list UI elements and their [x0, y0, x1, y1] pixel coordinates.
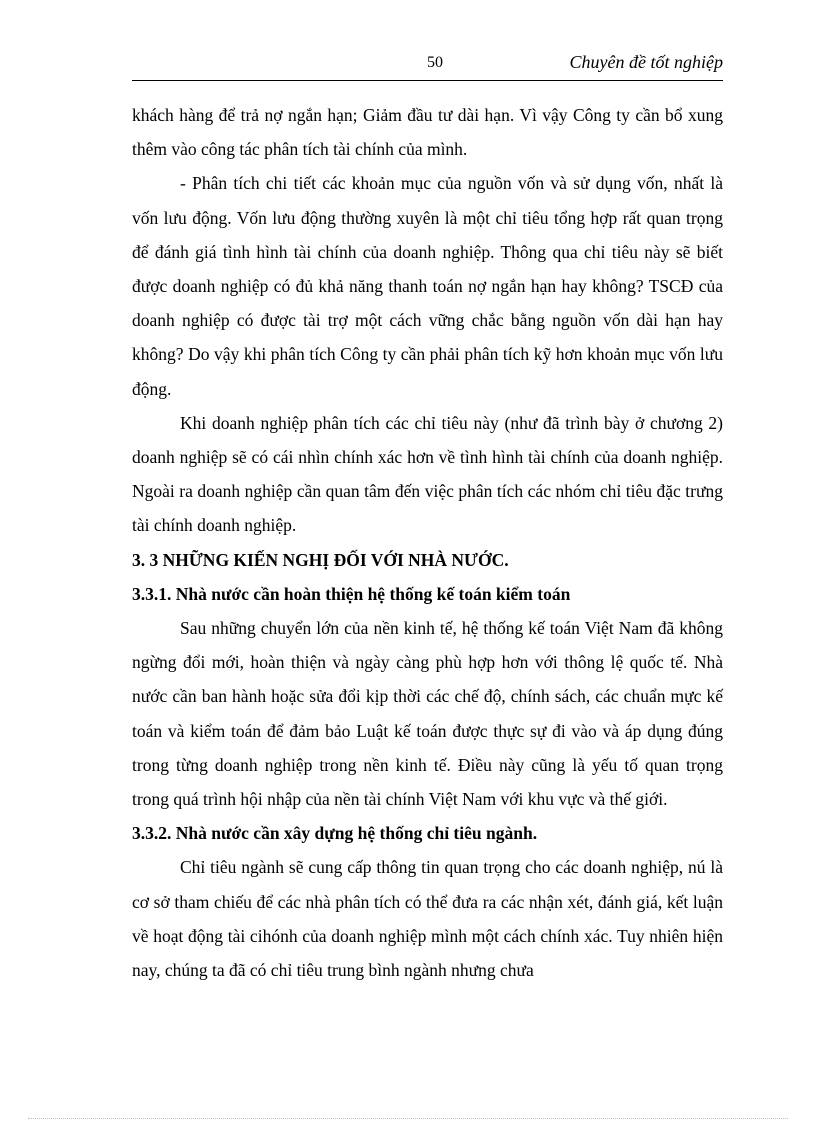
paragraph-working-capital: - Phân tích chi tiết các khoản mục của nguồn vốn và sử dụng vốn, nhất là vốn lưu động. Vốn lưu động thường xuyên là một chỉ tiêu tổng hợp rất quan trọng để đánh giá tình hình tài chính của doanh nghiệp. Thông qua chỉ tiêu này sẽ biết được doanh nghiệp có đủ khả năng thanh toán nợ ngắn hạn hay không? TSCĐ của doanh nghiệp có được tài trợ một cách vững chắc bằng nguồn vốn dài hạn hay không? Do vậy khi phân tích Công ty cần phải phân tích kỹ hơn khoản mục vốn lưu động.	[132, 173, 723, 399]
paragraph-analysis-indicators: Khi doanh nghiệp phân tích các chỉ tiêu này (như đã trình bày ở chương 2) doanh nghiệp sẽ có cái nhìn chính xác hơn về tình hình tài chính của doanh nghiệp. Ngoài ra doanh nghiệp cần quan tâm đến việc phân tích các nhóm chỉ tiêu đặc trưng tài chính doanh nghiệp.	[132, 412, 723, 536]
page-bottom-divider	[28, 1118, 788, 1119]
paragraph-accounting-system: Sau những chuyển lớn của nền kinh tế, hệ thống kế toán Việt Nam đã không ngừng đổi mới, hoàn thiện và ngày càng phù hợp hơn với thông lệ quốc tế. Nhà nước cần ban hành hoặc sửa đổi kịp thời các chế độ, chính sách, các chuẩn mực kế toán và kiểm toán để đảm bảo Luật kế toán được thực sự đi vào và áp dụng đúng trong từng doanh nghiệp trong nền kinh tế. Điều này cũng là yếu tố quan trọng trong quá trình hội nhập của nền tài chính Việt Nam với khu vực và thế giới.	[132, 618, 723, 810]
section-heading: 3. 3 NHỮNG KIẾN NGHỊ ĐỐI VỚI NHÀ NƯỚC.	[132, 549, 509, 570]
subsection-heading-332: 3.3.2. Nhà nước cần xây dựng hệ thống chỉ tiêu ngành.	[132, 823, 538, 844]
document-body	[132, 98, 723, 987]
paragraph-continuation: khách hàng để trả nợ ngắn hạn; Giảm đầu tư dài hạn. Vì vậy Công ty cần bổ xung thêm vào công tác phân tích tài chính của mình.	[132, 105, 723, 160]
subsection-heading-331: 3.3.1. Nhà nước cần hoàn thiện hệ thống kế toán kiểm toán	[132, 583, 571, 604]
running-title: Chuyên đề tốt nghiệp	[569, 52, 723, 72]
page-header	[132, 48, 723, 81]
paragraph-industry-indicators: Chỉ tiêu ngành sẽ cung cấp thông tin quan trọng cho các doanh nghiệp, nú là cơ sở tham chiếu để các nhà phân tích có thể đưa ra các nhận xét, đánh giá, kết luận về hoạt động tài cihónh của doanh nghiệp mình một cách chính xác. Tuy nhiên hiện nay, chúng ta đã có chỉ tiêu trung bình ngành nhưng chưa	[132, 857, 723, 981]
page-number: 50	[427, 54, 443, 71]
